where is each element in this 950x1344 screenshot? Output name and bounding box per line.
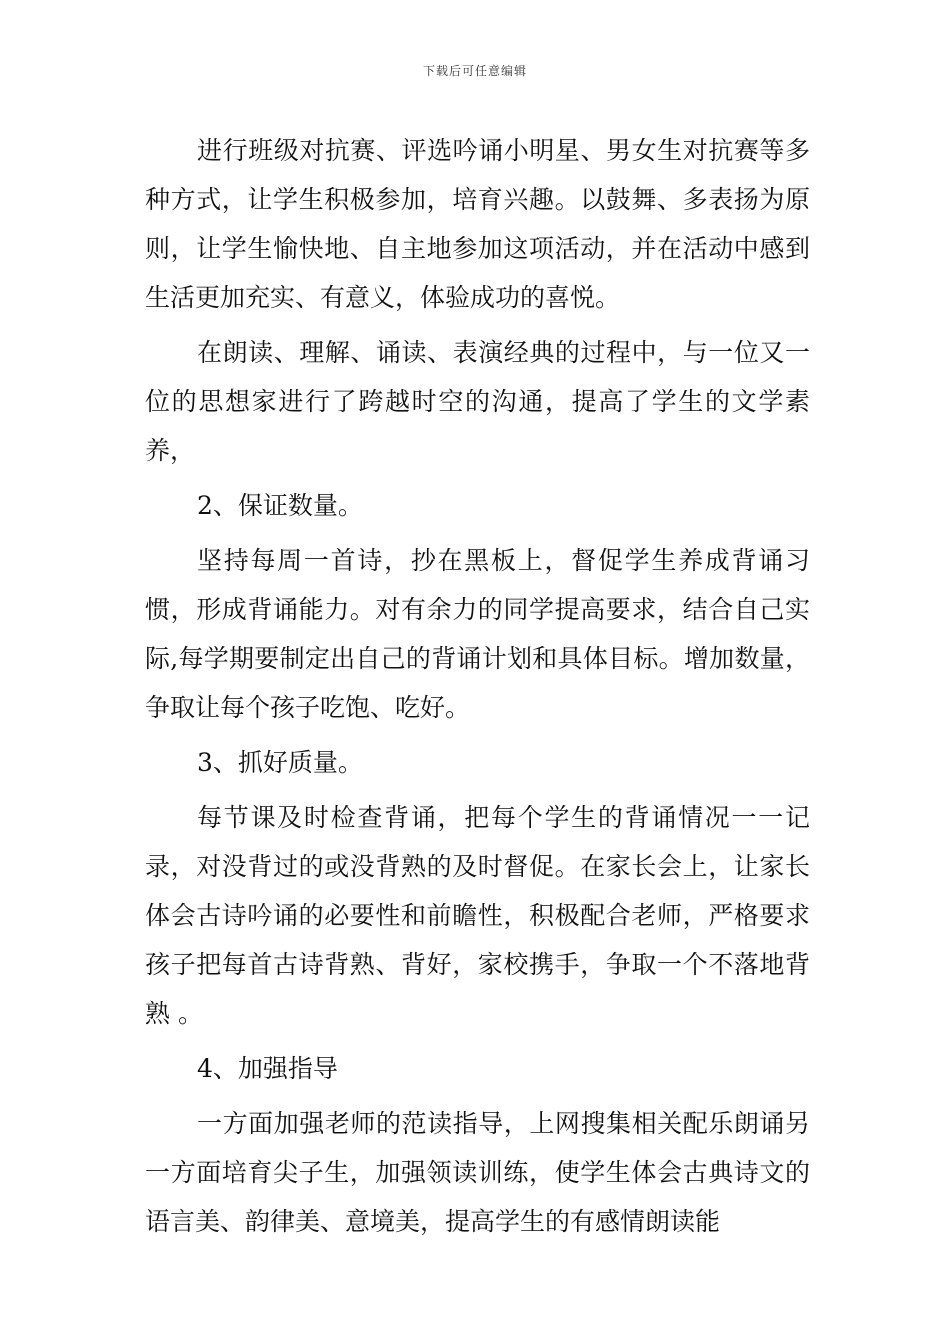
- heading-strengthen-guidance: 4、加强指导: [197, 1054, 338, 1083]
- body-text: [145, 126, 810, 1252]
- header-note: 下载后可任意编辑: [422, 64, 527, 78]
- heading-ensure-quality: 3、抓好质量。: [197, 748, 363, 777]
- paragraph-reading-classics: 在朗读、理解、诵读、表演经典的过程中，与一位又一位的思想家进行了跨越时空的沟通，提高了学生的文学素养，: [145, 338, 810, 465]
- paragraph-model-reading: 一方面加强老师的范读指导，上网搜集相关配乐朗诵另一方面培育尖子生，加强领读训练，使学生体会古典诗文的语言美、韵律美、意境美，提高学生的有感情朗读能: [145, 1109, 810, 1236]
- heading-ensure-quantity: 2、保证数量。: [197, 491, 363, 520]
- paragraph-check-recitation: 每节课及时检查背诵，把每个学生的背诵情况一一记录，对没背过的或没背熟的及时督促。在家长会上，让家长体会古诗吟诵的必要性和前瞻性，积极配合老师，严格要求孩子把每首古诗背熟、背好，家校携手，争取一个不落地背熟 。: [145, 803, 810, 1028]
- paragraph-weekly-poem: 坚持每周一首诗，抄在黑板上，督促学生养成背诵习惯，形成背诵能力。对有余力的同学提高要求，结合自己实际,每学期要制定出自己的背诵计划和具体目标。增加数量，争取让每个孩子吃饱、吃好。: [145, 546, 810, 722]
- paragraph-competitions: 进行班级对抗赛、评选吟诵小明星、男女生对抗赛等多种方式，让学生积极参加，培育兴趣。以鼓舞、多表扬为原则，让学生愉快地、自主地参加这项活动，并在活动中感到生活更加充实、有意义，体验成功的喜悦。: [145, 136, 810, 312]
